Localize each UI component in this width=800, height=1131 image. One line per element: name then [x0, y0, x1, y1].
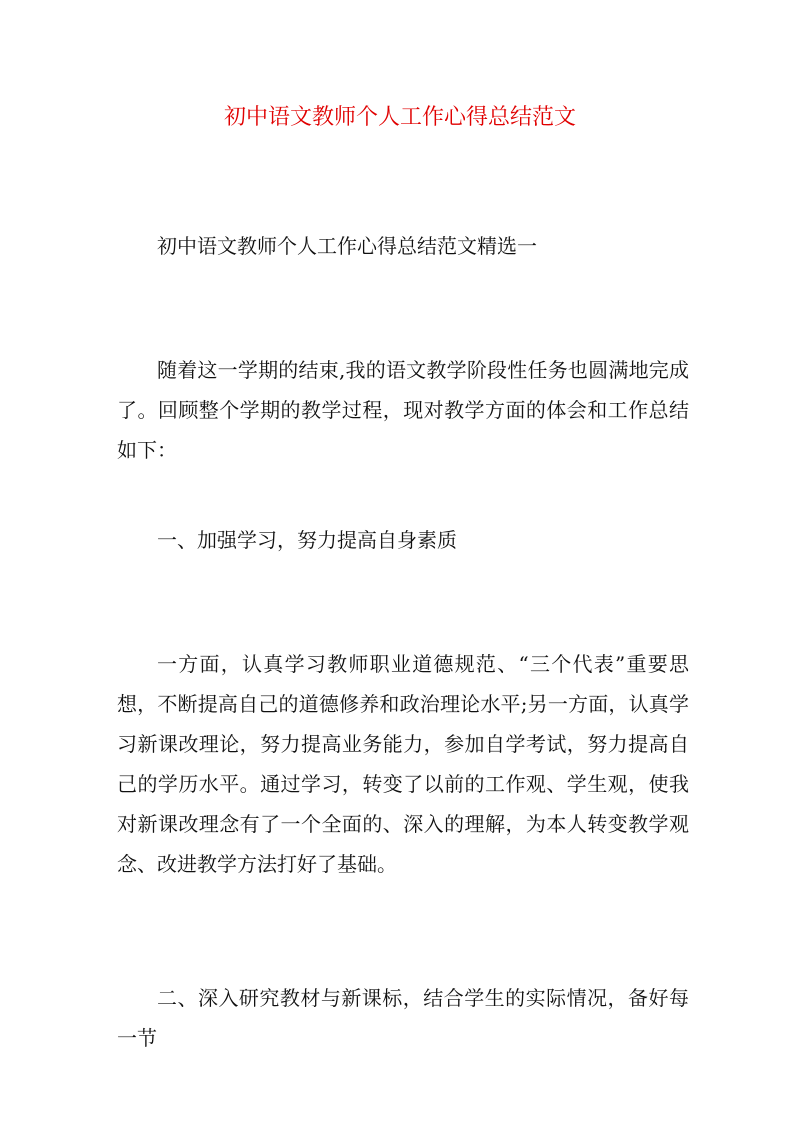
section-1-body: 一方面，认真学习教师职业道德规范、“三个代表”重要思想，不断提高自己的道德修养和政治理论水平;另一方面，认真学习新课改理论，努力提高业务能力，参加自学考试，努力提高自己的学历水平。通过学习，转变了以前的工作观、学生观，使我对新课改理念有了一个全面的、深入的理解，为本人转变教学观念、改进教学方法打好了基础。 [117, 652, 689, 876]
intro-paragraph: 随着这一学期的结束,我的语文教学阶段性任务也圆满地完成了。回顾整个学期的教学过程，现对教学方面的体会和工作总结如下： [117, 358, 689, 462]
document-subtitle: 初中语文教师个人工作心得总结范文精选一 [157, 234, 537, 258]
document-title: 初中语文教师个人工作心得总结范文 [223, 105, 576, 130]
section-2-heading: 二、深入研究教材与新课标，结合学生的实际情况，备好每一节 [117, 986, 689, 1050]
section-1-heading: 一、加强学习，努力提高自身素质 [157, 528, 457, 552]
